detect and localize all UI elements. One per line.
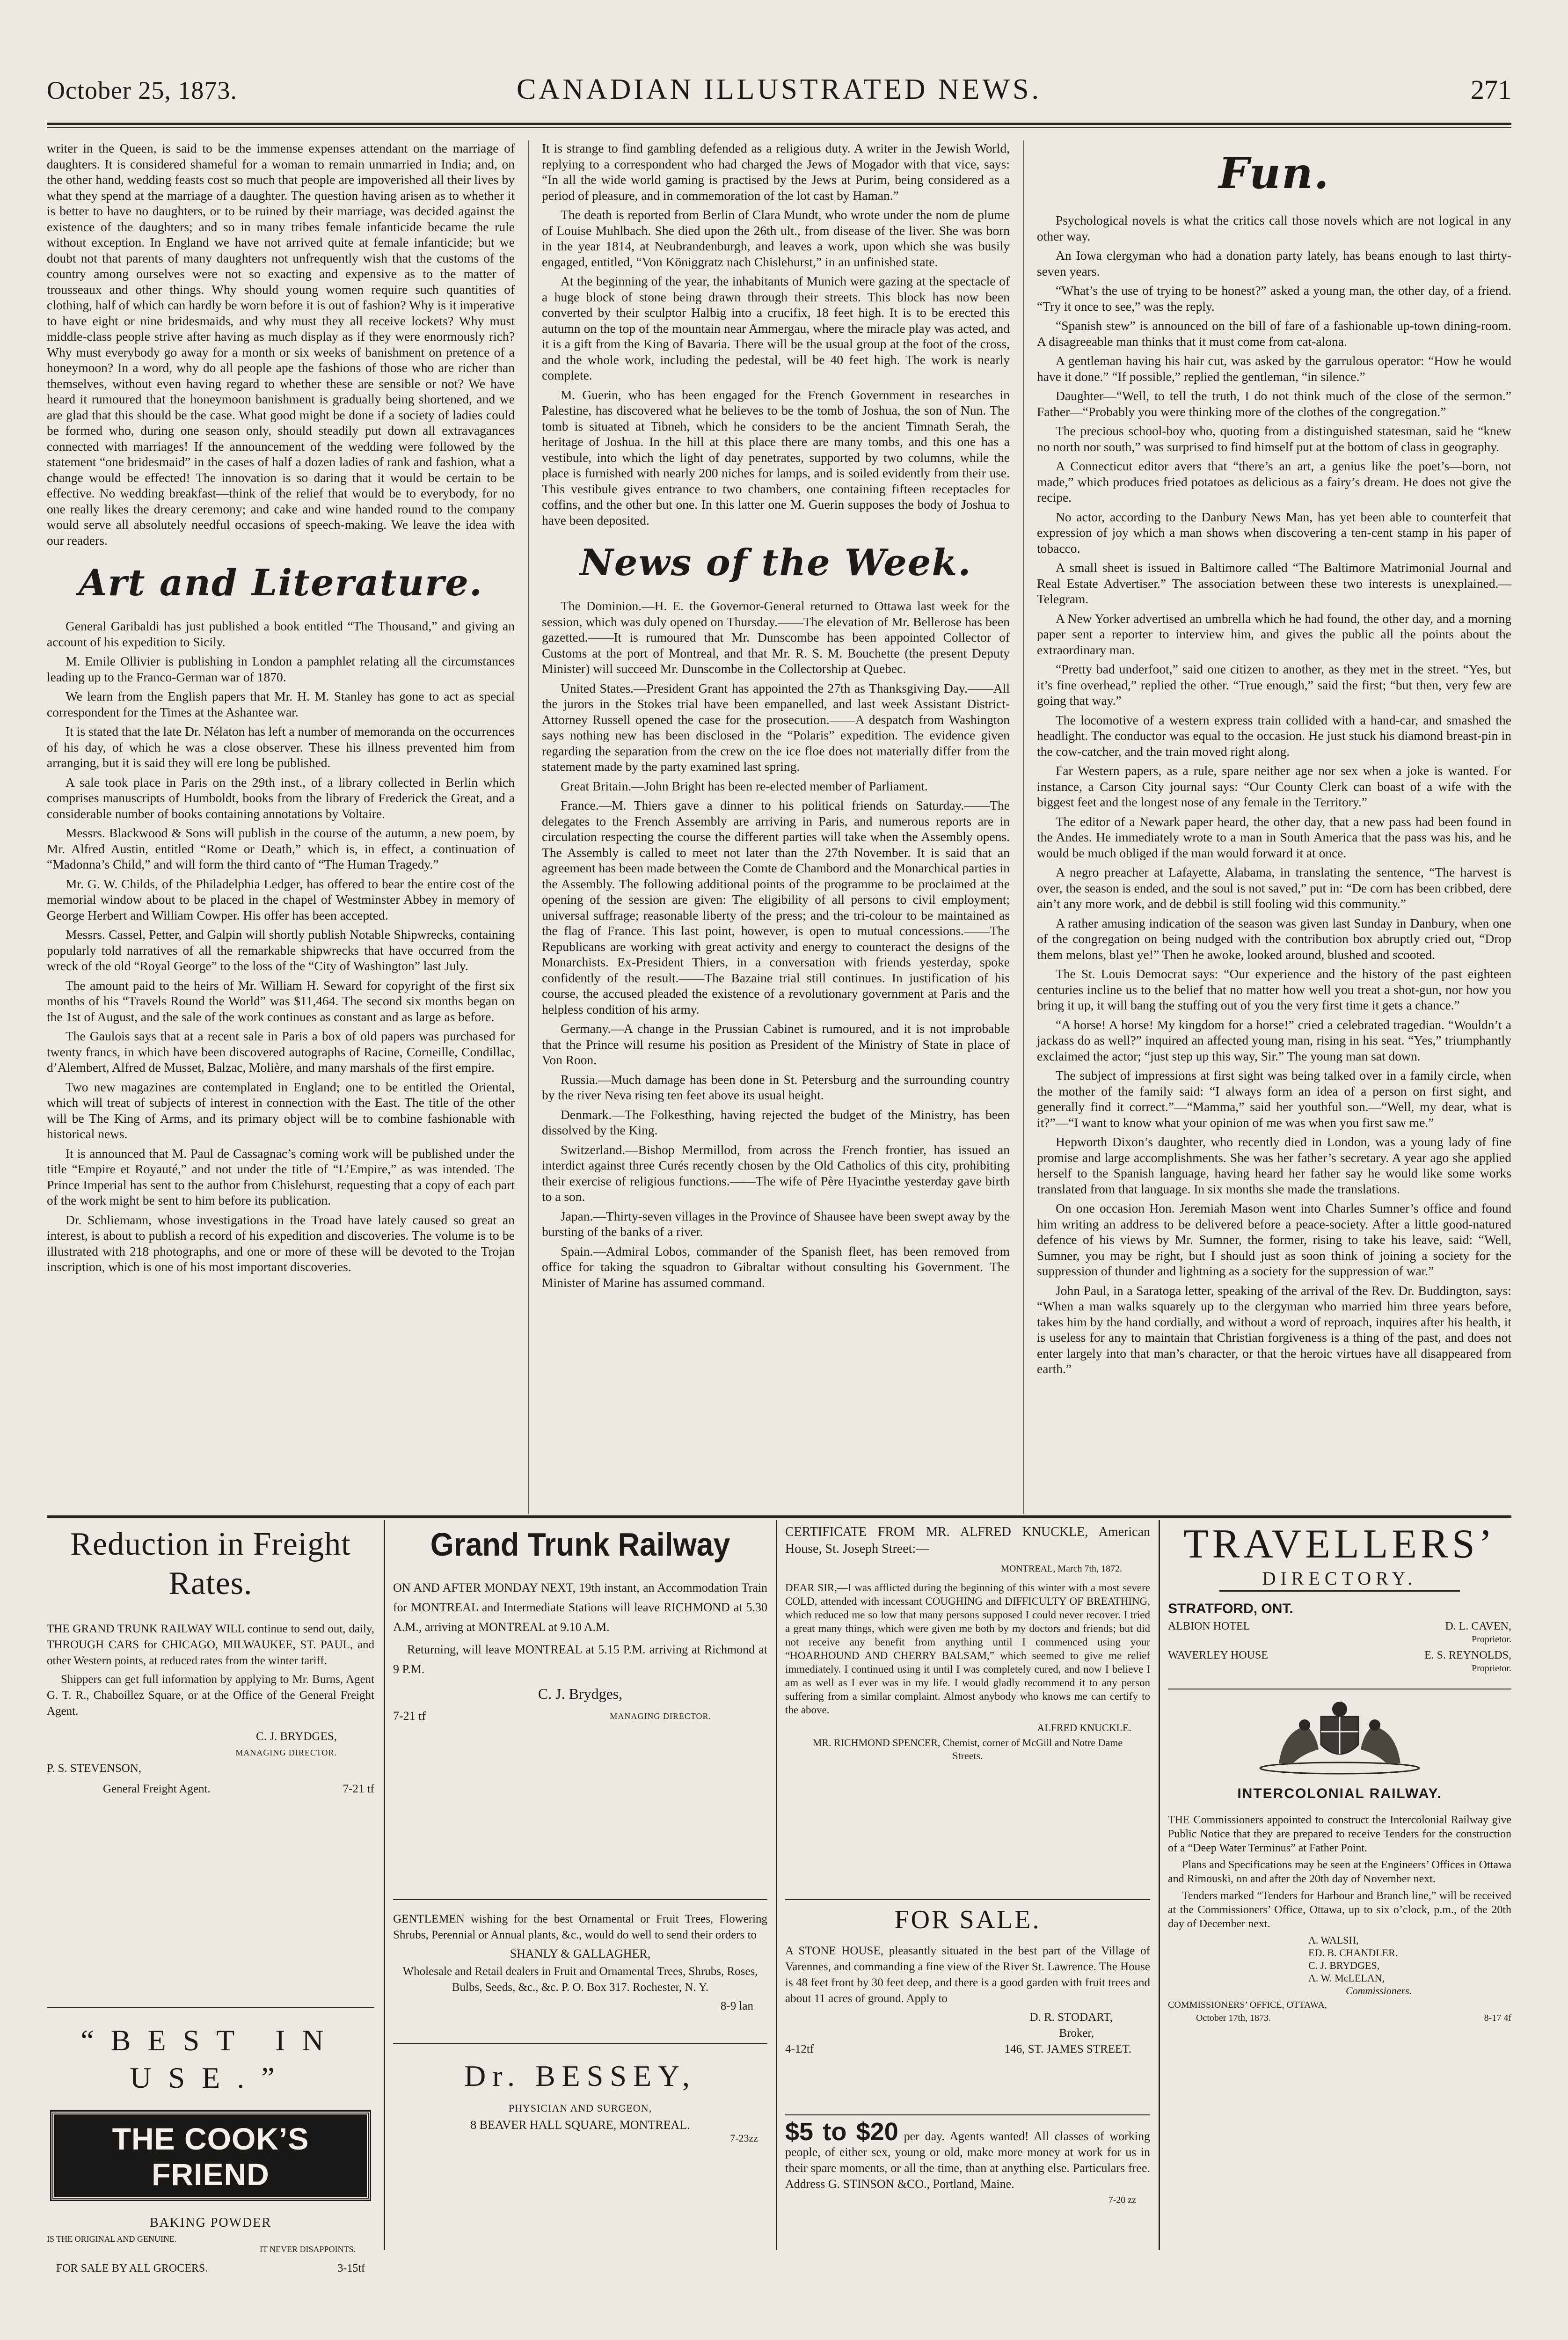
shanly-text-2: Wholesale and Retail dealers in Fruit and Ornamental Trees, Shrubs, Roses, Bulbs, Seeds, &c., &c. P. O. Box 317. Rochester, N. Y.: [402, 1965, 758, 1994]
agents-price: $5 to $20: [785, 2118, 898, 2146]
fun-item: An Iowa clergyman who had a donation party lately, has beans enough to last thirty-seven years.: [1037, 248, 1511, 278]
article-paragraph: It is strange to find gambling defended as a religious duty. A writer in the Jewish World, replying to a correspondent who had charged the Jews of Mogador with that vice, says: “In all the wide world gaming is practised by the Jews at Purim, being considered as a period of pleasure, and in commemoration of the lot cast by Haman.”: [542, 141, 1010, 203]
ad-column-divider: [1159, 1520, 1160, 2250]
grand-trunk-ref: 7-21 tf: [393, 1709, 426, 1723]
dr-bessey-ad: [393, 2058, 767, 2144]
literature-item: Two new magazines are contemplated in England; one to be entitled the Oriental, which will treat of subjects of interest in connection with the East. The title of the other will be The King of Arms, and its primary object will be to combine fashionable with historical news.: [47, 1079, 515, 1141]
coat-of-arms-icon: [1251, 1698, 1429, 1777]
bessey-ref: 7-23zz: [730, 2132, 758, 2144]
shanly-ref: 8-9 lan: [720, 2000, 753, 2012]
intercolonial-signature-1: A. WALSH,: [1308, 1934, 1359, 1946]
literature-item: General Garibaldi has just published a book entitled “The Thousand,” and giving an account of his expedition to Sicily.: [47, 619, 515, 649]
news-item: Germany.—A change in the Prussian Cabinet is rumoured, and it is not improbable that the Prince will resume his position as President of the Ministry of State in place of Von Roon.: [542, 1021, 1010, 1067]
hotel-name: ALBION HOTEL: [1168, 1620, 1250, 1632]
literature-item: Dr. Schliemann, whose investigations in the Troad have lately caused so great an interest, is about to publish a record of his expedition and discoveries. The volume is to be illustrated with 218 photographs, and one or more of these will be devoted to the Trojan inscription, which is one of his most important discoveries.: [47, 1212, 515, 1274]
for-sale-text: A STONE HOUSE, pleasantly situated in the best part of the Village of Varennes, and commanding a fine view of the River St. Lawrence. The House is 48 feet front by 30 feet deep, and there is a good garden with fruit trees and about 11 acres of ground. Apply to: [785, 1945, 1150, 2005]
literature-item: Mr. G. W. Childs, of the Philadelphia Ledger, has offered to bear the entire cost of the memorial window about to be placed in the chapel of Westminster Abbey in memory of George Herbert and William Cowper. His offer has been accepted.: [47, 876, 515, 922]
freight-signature-2-title: General Freight Agent.: [103, 1783, 211, 1795]
news-item: France.—M. Thiers gave a dinner to his political friends on Saturday.——The delegates to the French Assembly are arriving in Paris, and numerous reports are in circulation respecting the course the different parties will take when the Assembly opens. The Assembly is called to meet not later than the 27th November. It is said that an agreement has been made between the Comte de Chambord and the Monarchical parties in the Assembly. The following additional points of the programme to be proclaimed at the opening of the session are given: The eligibility of all persons to civil employment; universal suffrage; reasonable liberty of the press; and the tri-colour to be maintained as the flag of France. This last point, however, is open to mutual concessions.——The Republicans are working with great activity and energy to counteract the designs of the Monarchists. Ex-President Thiers, in a conversation with friends yesterday, spoke confidently of the result.——The Bazaine trial still continues. In justification of his course, the accused pleaded the existence of a revolutionary government at Paris and the helpless condition of his army.: [542, 798, 1010, 1016]
grand-trunk-signature: C. J. Brydges,: [538, 1685, 623, 1702]
grand-trunk-ad: [393, 1525, 767, 1726]
literature-item: A sale took place in Paris on the 29th inst., of a library collected in Berlin which comprises manuscripts of Humboldt, books from the library of Frederick the Great, and a considerable number of books containing annotations by Voltaire.: [47, 775, 515, 821]
ad-column-2: [393, 1520, 767, 2250]
hotel-row: [1168, 1649, 1511, 1675]
agents-ref: 7-20 zz: [1108, 2195, 1136, 2205]
hotel-row: [1168, 1620, 1511, 1646]
for-sale-ref: 4-12tf: [785, 2043, 814, 2055]
freight-signature-2: P. S. STEVENSON,: [47, 1762, 142, 1775]
column-1: [47, 140, 515, 1279]
literature-item: M. Emile Ollivier is publishing in London a pamphlet relating all the circumstances leading up to the Franco-German war of 1870.: [47, 654, 515, 684]
hotel-name: WAVERLEY HOUSE: [1168, 1649, 1268, 1661]
news-item: The Dominion.—H. E. the Governor-General returned to Ottawa last week for the session, which was duly opened on Thursday.——The elevation of Mr. Bellerose has been gazetted.——It is rumoured that Mr. Dunscombe has been appointed Collector of Customs at the port of Montreal, and that Mr. R. S. M. Bouchette (the present Deputy Minister) will succeed Mr. Dunscombe in the Collectorship at Quebec.: [542, 599, 1010, 676]
travellers-directory-ad: [1168, 1522, 1511, 1675]
page-header: [47, 70, 1511, 108]
ad-divider: [785, 1899, 1150, 1900]
certificate-footer: MR. RICHMOND SPENCER, Chemist, corner of McGill and Notre Dame Streets.: [812, 1737, 1123, 1762]
issue-date: October 25, 1873.: [47, 76, 237, 104]
column-2-top-text: [542, 140, 1010, 528]
news-item: Denmark.—The Folkesthing, having rejected the budget of the Ministry, has been dissolved by the King.: [542, 1107, 1010, 1137]
intercolonial-signature-4: A. W. McLELAN,: [1308, 1972, 1385, 1984]
agents-body: [785, 2118, 1150, 2208]
article-paragraph: At the beginning of the year, the inhabitants of Munich were gazing at the spectacle of a huge block of stone being drawn through their streets. This block has now been converted by their sculptor Halbig into a crucifix, 18 feet high. It is to be erected this autumn on the top of the mountain near Ammergau, where the miracle play was acted, and it is a gift from the King of Bavaria. There will be the usual group at the foot of the cross, and the whole work, including the pedestal, will be 40 feet high. The work is nearly complete.: [542, 274, 1010, 382]
certificate-body: [785, 1524, 1150, 1762]
ad-column-4: [1168, 1520, 1511, 2250]
fun-item: No actor, according to the Danbury News Man, has yet been able to counterfeit that expression of joy which a man shows when discovering a ten-cent stamp in his paper of tobacco.: [1037, 509, 1511, 556]
fun-item: A New Yorker advertised an umbrella which he had found, the other day, and a morning paper sent a reporter to interview him, and gives the public all the points about the extraordinary man.: [1037, 611, 1511, 657]
fun-item: The St. Louis Democrat says: “Our experience and the history of the past eighteen centuries incline us to the belief that no matter how well you treat a shot-gun, nor how you bring it up, it will bang the stuffing out of you the very first time it gets a chance.”: [1037, 966, 1511, 1012]
freight-signature-1-title: MANAGING DIRECTOR.: [235, 1748, 337, 1757]
certificate-heading: CERTIFICATE FROM MR. ALFRED KNUCKLE, American House, St. Joseph Street:—: [785, 1525, 1150, 1556]
fun-item: Daughter—“Well, to tell the truth, I do not think much of the close of the sermon.” Father—“Probably you were thinking more of the clothes of the congregation.”: [1037, 388, 1511, 419]
header-rule-thin: [47, 127, 1511, 128]
grand-trunk-text: ON AND AFTER MONDAY NEXT, 19th instant, an Accommodation Train for MONTREAL and Intermediate Stations will leave RICHMOND at 5.30 A.M., arriving at MONTREAL at 9.10 A.M.: [393, 1581, 767, 1634]
fun-item: The locomotive of a western express train collided with a hand-car, and smashed the headlight. The conductor was equal to the occasion. He just stuck his diamond breast-pin in the cow-catcher, and the train moved right along.: [1037, 712, 1511, 759]
literature-item: It is stated that the late Dr. Nélaton has left a number of memoranda on the occurrences of his day, of which he was a close observer. These his illness prevented him from arranging, but it is said they will ere long be published.: [47, 724, 515, 770]
cooks-line-1: IS THE ORIGINAL AND GENUINE.: [47, 2234, 177, 2244]
grand-trunk-signature-title: MANAGING DIRECTOR.: [610, 1711, 711, 1721]
certificate-signature: ALFRED KNUCKLE.: [1037, 1722, 1131, 1733]
masthead-title: CANADIAN ILLUSTRATED NEWS.: [516, 73, 1042, 105]
news-item: Japan.—Thirty-seven villages in the Province of Shausee have been swept away by the bursting of the banks of a river.: [542, 1208, 1010, 1239]
grand-trunk-title: Grand Trunk Railway: [430, 1526, 730, 1563]
travellers-subtitle: DIRECTORY.: [1219, 1567, 1460, 1592]
agents-wanted-ad: [785, 2118, 1150, 2208]
fun-item: The subject of impressions at first sight was being talked over in a family circle, when the mother of the family said: “I always form an idea of a person on first sight, and generally find it correct.”—“Mamma,” said her youthful son.—“Well, my dear, what is it?”—“I want to know what your opinion of me was when you first saw me.”: [1037, 1068, 1511, 1130]
cooks-product: BAKING POWDER: [149, 2216, 272, 2230]
ad-column-1: [47, 1520, 374, 2274]
column-divider: [528, 140, 529, 1514]
intercolonial-railway-ad: [1168, 1698, 1511, 2025]
ad-divider: [785, 2114, 1150, 2115]
intercolonial-ref: 8-17 4f: [1484, 2013, 1511, 2023]
freight-ad-text-2: Shippers can get full information by applying to Mr. Burns, Agent G. T. R., Chaboillez Square, or at the Office of the General Freight Agent.: [47, 1673, 374, 1718]
advertisements: [47, 1520, 1511, 2274]
travellers-town: STRATFORD, ONT.: [1168, 1601, 1293, 1616]
certificate-date: MONTREAL, March 7th, 1872.: [1001, 1564, 1122, 1574]
fun-item: “What’s the use of trying to be honest?” asked a young man, the other day, of a friend. “Try it once to see,” was the reply.: [1037, 283, 1511, 314]
fun-item: The editor of a Newark paper heard, the other day, that a new pass had been found in the Andes. He immediately wrote to a man in South America that the pass was his, and he would be much obliged if the man would forward it at once.: [1037, 814, 1511, 860]
fun-item: “Pretty bad underfoot,” said one citizen to another, as they met in the street. “Yes, but it’s fine overhead,” replied the other. “True enough,” said the first; “but then, very few are going that way.”: [1037, 662, 1511, 708]
news-item: Spain.—Admiral Lobos, commander of the Spanish fleet, has been removed from office for taking the squadron to Gibraltar without consulting his Government. The Minister of Marine has assumed command.: [542, 1243, 1010, 1290]
column-2: [542, 140, 1010, 1294]
cooks-line-3: FOR SALE BY ALL GROCERS.: [56, 2262, 208, 2274]
intercolonial-text-3: Tenders marked “Tenders for Harbour and Branch line,” will be received at the Commissioners’ Office, Ottawa, up to six o’clock, p.m., of the 20th day of December next.: [1168, 1890, 1511, 1930]
page-number: 271: [1471, 74, 1511, 105]
news-item: Switzerland.—Bishop Mermillod, from across the French frontier, has issued an interdict against three Curés recently chosen by the Old Catholics of this city, prohibiting their exercise of religious functions.——The wife of Père Hyacinthe yesterday gave birth to a son.: [542, 1142, 1010, 1204]
fun-item: The precious school-boy who, quoting from a distinguished statesman, said he “knew no north nor south,” was surprised to find himself put at the bottom of class in geography.: [1037, 424, 1511, 454]
freight-signature-1: C. J. BRYDGES,: [256, 1730, 337, 1743]
intercolonial-title: INTERCOLONIAL RAILWAY.: [1237, 1786, 1442, 1801]
literature-item: The Gaulois says that at a recent sale in Paris a box of old papers was purchased for twenty francs, in which have been discovered autographs of Racine, Corneille, Condillac, d’Alembert, Alfred de Musset, Balzac, Molière, and many marshals of the first empire.: [47, 1029, 515, 1075]
grand-trunk-text-2: Returning, will leave MONTREAL at 5.15 P.M. arriving at Richmond at 9 P.M.: [393, 1643, 767, 1676]
for-sale-body: [785, 1943, 1150, 2057]
hotel-keeper: E. S. REYNOLDS,: [1424, 1649, 1511, 1661]
cooks-line-2: IT NEVER DISAPPOINTS.: [259, 2245, 356, 2254]
fun-item: A small sheet is issued in Baltimore called “The Baltimore Matrimonial Journal and Real Estate Advertiser.” The association between these two interests is unexplained.—Telegram.: [1037, 560, 1511, 606]
news-item: Great Britain.—John Bright has been re-elected member of Parliament.: [561, 778, 928, 793]
fun-item: Psychological novels is what the critics call those novels which are not logical in any other way.: [1037, 213, 1511, 243]
fun-item: A negro preacher at Lafayette, Alabama, in translating the sentence, “The harvest is over, the season is ended, and the soul is not saved,” put in: “De corn has been cribbed, dere ain’t any more work, and de debbil is still fooling wid this community.”: [1037, 865, 1511, 911]
shanly-gallagher-ad: [393, 1911, 767, 2014]
fun-item: John Paul, in a Saratoga letter, speaking of the arrival of the Rev. Dr. Buddington, says: “When a man walks squarely up to the clergyman who married him three years before, takes him by the hand cordially, and without a word of reproach, inquires after his health, it is useless for any to maintain that Christian forgiveness is a thing of the past, and does not enter largely into that man’s character, or that the heroic virtues have all disappeared from earth.”: [1037, 1283, 1511, 1376]
intercolonial-signature-3: C. J. BRYDGES,: [1308, 1960, 1380, 1971]
literature-item: Messrs. Cassel, Petter, and Galpin will shortly publish Notable Shipwrecks, containing popularly told narratives of all the remarkable shipwrecks that have occurred from the wreck of the old “Royal George” to the loss of the “City of Washington” last July.: [47, 927, 515, 973]
agents-text: per day. Agents wanted! All classes of working people, of either sex, young or old, make more money at work for us in their spare moments, or all the time, than at anything else. Particulars free. Address G. STINSON &CO., Portland, Maine.: [785, 2129, 1150, 2191]
travellers-title: TRAVELLERS’: [1183, 1521, 1496, 1567]
art-literature-items: [47, 618, 515, 1275]
freight-ad-ref: 7-21 tf: [343, 1783, 374, 1795]
shanly-text: GENTLEMEN wishing for the best Ornamental or Fruit Trees, Flowering Shrubs, Perennial or Annual plants, &c., would do well to send their orders to: [393, 1913, 767, 1941]
ad-divider: [47, 2007, 374, 2008]
ad-column-3: [785, 1520, 1150, 2250]
hotel-role: Proprietor.: [1472, 1663, 1511, 1674]
intercolonial-text-1: THE Commissioners appointed to construct the Intercolonial Railway give Public Notice that they are prepared to receive Tenders for the construction of a “Deep Water Terminus” at Father Point.: [1168, 1814, 1511, 1854]
fun-item: A gentleman having his hair cut, was asked by the garrulous operator: “How he would have it done.” “If possible,” replied the gentleman, “in silence.”: [1037, 353, 1511, 384]
article-paragraph: writer in the Queen, is said to be the immense expenses attendant on the marriage of daughters. It is considered shameful for a woman to remain unmarried in India; and, on the other hand, wedding feasts cost so much that people are impoverished all their lives by what they spend at the marriage of a daughter. The question having arisen as to whether it is better to have no daughters, or to be ruined by their marriage, was decided against the existence of the daughters; and so in many tribes female infanticide became the rule without exception. In England we have not arrived quite at female infanticide; but we doubt not that parents of many daughters not unfrequently wish that the customs of the country among ourselves were not so exacting and expensive as to the matter of trousseaux and other things. Why should young women require such quantities of clothing, half of which can hardly be worn before it is out of fashion? Why is it imperative to have eight or nine bridesmaids, and why must they all receive lockets? Why must middle-class people strive after having as much display as if they were enormously rich? Why must everybody go away for a month or six weeks of banishment on pretence of a honeymoon? In a word, why do all people ape the fashions of those who are richer than themselves, without even having regard to whether these are sensible or not? We have heard it rumoured that the honeymoon banishment is gradually being shortened, and we are glad that this should be the case. What good might be done if a society of ladies could be formed who, during one season only, should steadily put down all extravagances connected with marriages! If the announcement of the wedding were followed by the statement “one bridesmaid” in the cases of half a dozen ladies of rank and fashion, what a change would be effected! The innovation is so daring that it would be certain to be effective. No wedding breakfast—think of the relief that would be to everybody, for no one really likes the dreary ceremony; and cake and wine handed round to the company would serve all absolutely needful occasions of speech-making. We leave the idea with our readers.: [47, 141, 515, 548]
certificate-ad: [785, 1524, 1150, 1762]
fun-items: [1037, 212, 1511, 1377]
bessey-title: PHYSICIAN AND SURGEON,: [508, 2102, 652, 2114]
literature-item: We learn from the English papers that Mr. H. M. Stanley has gone to act as special correspondent for the Times at the Ashantee war.: [47, 689, 515, 719]
news-item: United States.—President Grant has appointed the 27th as Thanksgiving Day.——All the jurors in the Stokes trial have been empanelled, and last week Assistant District-Attorney Russell opened the case for the prosecution.——A despatch from Washington says nothing new has been disclosed in the “Polaris” expedition. The evidence given regarding the separation from the crew on the ice floe does not materially differ from the statement made by the party examined last spring.: [542, 680, 1010, 774]
cooks-tagline: “BEST IN USE.”: [80, 2024, 341, 2094]
freight-ad-body: [47, 1621, 374, 1797]
column-1-top-text: [47, 140, 515, 548]
for-sale-signature: D. R. STODART,: [1029, 2011, 1113, 2024]
fun-item: Hepworth Dixon’s daughter, who recently died in London, was a young lady of fine promise and large accomplishments. She was her father’s secretary. A year ago she applied herself to the Spanish language, having heard her father say he would like some works translated from that language. In six months she made the translations.: [1037, 1134, 1511, 1196]
intercolonial-body: [1168, 1813, 1511, 2025]
freight-rates-ad: [47, 1525, 374, 1797]
literature-item: The amount paid to the heirs of Mr. William H. Seward for copyright of the first six months of his “Travels Round the World” was $11,464. The second six months began on the 1st of August, and the sale of the work continues as constant and as large as before.: [47, 978, 515, 1024]
intercolonial-office: COMMISSIONERS’ OFFICE, OTTAWA,: [1168, 2000, 1327, 2010]
news-item: Russia.—Much damage has been done in St. Petersburg and the surrounding country by the river Neva rising ten feet above its usual height.: [542, 1072, 1010, 1102]
intercolonial-date: October 17th, 1873.: [1196, 2013, 1271, 2023]
for-sale-ad: [785, 1905, 1150, 2057]
fun-item: “A horse! A horse! My kingdom for a horse!” cried a celebrated tragedian. “Wouldn’t a jackass do as well?” inquired an affected young man, rising in his seat. “Yes,” triumphantly exclaimed the actor; “just step up this way, Sir.” The young man sat down.: [1037, 1017, 1511, 1063]
hotel-list: [1168, 1620, 1511, 1675]
ad-column-divider: [776, 1520, 777, 2250]
bessey-name: Dr. BESSEY,: [464, 2059, 697, 2092]
intercolonial-signature-title: Commissioners.: [1346, 1985, 1412, 1996]
hotel-role: Proprietor.: [1472, 1634, 1511, 1645]
freight-ad-title: Reduction in Freight Rates.: [70, 1526, 351, 1601]
fun-item: A Connecticut editor avers that “there’s an art, a genius like the poet’s—born, not made,” which produces fried potatoes as delicious as a fairy’s dream. He does not give the recipe.: [1037, 459, 1511, 505]
freight-ad-text: THE GRAND TRUNK RAILWAY WILL continue to send out, daily, THROUGH CARS for CHICAGO, MILWAUKEE, ST. PAUL, and other Western points, at reduced rates from the winter tariff.: [47, 1623, 374, 1667]
bessey-address: 8 BEAVER HALL SQUARE, MONTREAL.: [470, 2118, 690, 2132]
literature-item: It is announced that M. Paul de Cassagnac’s coming work will be published under the title “Empire et Royauté,” and not under the title of “L’Empire,” as was intended. The Prince Imperial has sent to the author from Chislehurst, requesting that a copy of each part of the work might be sent to him before its publication.: [47, 1146, 515, 1207]
header-rule: [47, 123, 1511, 125]
certificate-text: DEAR SIR,—I was afflicted during the beginning of this winter with a most severe COLD, attended with incessant COUGHING and DIFFICULTY OF BREATHING, which reduced me so low that many persons supposed I could never recover. I tried a great many things, which were given me both by my doctors and friends; but did not receive any benefit from anything until I commenced using your “HOARHOUND AND CHERRY BALSAM,” which seemed to give me relief immediately. I continued using it until I was completely cured, and now I believe I am as well as I ever was in my life. I would gladly recommend it to any person suffering from a similar complaint. Almost anybody who knows me can certify to the above.: [785, 1582, 1150, 1716]
cooks-friend-logo: THE COOK’S FRIEND: [51, 2112, 370, 2200]
fun-item: “Spanish stew” is announced on the bill of fare of a fashionable up-town dining-room. A disagreeable man thinks that it must come from cat-alona.: [1037, 318, 1511, 349]
literature-item: Messrs. Blackwood & Sons will publish in the course of the autumn, a new poem, by Mr. Alfred Austin, entitled “Rome or Death,” which is, in effect, a continuation of “Madonna’s Child,” and will form the third canto of “The Human Tragedy.”: [47, 826, 515, 871]
article-paragraph: M. Guerin, who has been engaged for the French Government in researches in Palestine, has discovered what he believes to be the tomb of Joshua, the son of Nun. The tomb is situated at Tibneh, which he considers to be the ancient Timnath Serah, the heritage of Joshua. In the hill at this place there are many tombs, and this one has a vestibule, into which the light of day penetrates, supported by two columns, while the place is furnished with nearly 200 niches for lamps, and is soiled evidently from their use. This vestibule gives entrance to two chambers, one containing fifteen receptacles for coffins, and the other but one. In this latter one M. Guerin supposes the body of Joshua to have been deposited.: [542, 387, 1010, 527]
cooks-ref: 3-15tf: [337, 2262, 365, 2274]
for-sale-address: 146, ST. JAMES STREET.: [1004, 2043, 1131, 2055]
for-sale-signature-title: Broker,: [1059, 2027, 1094, 2040]
fun-item: On one occasion Hon. Jeremiah Mason went into Charles Sumner’s office and found him writing an address to be delivered before a peace-society. After a little good-natured defence of his views by Mr. Sumner, the former, rising to take his leave, said: “Well, Sumner, you may be right, but I should just as soon think of joining a society for the suppression of thunder and lightning as a society for the suppression of war.”: [1037, 1201, 1511, 1278]
section-heading-art-literature: Art and Literature.: [78, 562, 483, 604]
intercolonial-text-2: Plans and Specifications may be seen at the Engineers’ Offices in Ottawa and Rimouski, on and after the 20th day of November next.: [1168, 1859, 1511, 1885]
hotel-keeper: D. L. CAVEN,: [1445, 1620, 1511, 1632]
fun-item: Far Western papers, as a rule, spare neither age nor sex when a joke is wanted. For instance, a Carson City journal says: “Our County Clerk can boast of a wife with the biggest feet and the longest nose of any female in the Territory.”: [1037, 763, 1511, 809]
ads-top-rule: [47, 1515, 1511, 1518]
fun-item: A rather amusing indication of the season was given last Sunday in Danbury, when one of the congregation on being nudged with the contribution box abruptly cried out, “Drop them melons, blast ye!” Then he awoke, looked around, blushed and scooted.: [1037, 915, 1511, 962]
section-heading-news-of-week: News of the Week.: [580, 541, 972, 584]
cooks-friend-ad: [47, 2022, 374, 2275]
for-sale-title: FOR SALE.: [894, 1905, 1041, 1934]
shanly-name: SHANLY & GALLAGHER,: [510, 1947, 651, 1960]
intercolonial-signature-2: ED. B. CHANDLER.: [1308, 1947, 1398, 1959]
ad-column-divider: [384, 1520, 385, 2250]
ad-divider: [393, 2043, 767, 2044]
grand-trunk-body: [393, 1578, 767, 1726]
article-paragraph: The death is reported from Berlin of Clara Mundt, who wrote under the nom de plume of Louise Muhlbach. She died upon the 26th ult., from disease of the liver. She was born in the year 1814, at Neubrandenburgh, and leaves a work, upon which she was busily engaged, entitled, “Von Königgratz nach Chislehurst,” in an unfinished state.: [542, 207, 1010, 269]
section-heading-fun: Fun.: [1218, 148, 1330, 198]
column-3: [1037, 140, 1511, 1381]
column-divider: [1023, 140, 1024, 1514]
shanly-body: [393, 1911, 767, 2014]
ad-divider: [393, 1899, 767, 1900]
news-of-week-items: [542, 598, 1010, 1290]
